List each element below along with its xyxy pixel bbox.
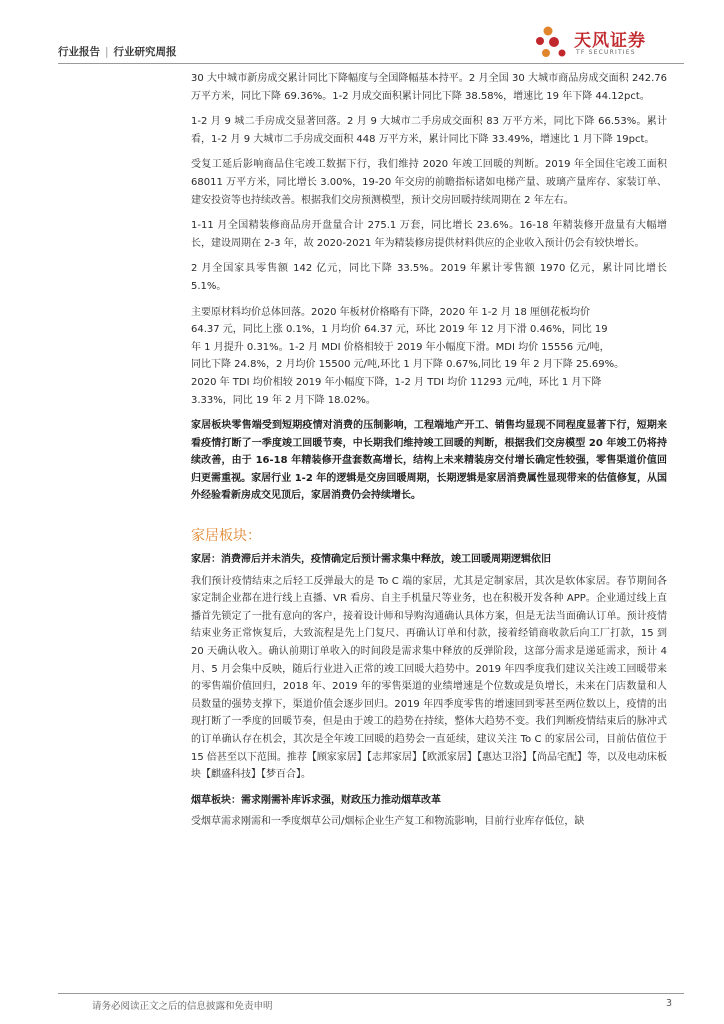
paragraph-secondhand-sales: 1-2 月 9 城二手房成交显著回落。2 月 9 大城市二手房成交面积 83 万平方米，同比下降 66.53%。累计看，1-2 月 9 大城市二手房成交面积 448 万平方米，累计同比下降 33.49%，增速比 1 月下降 19pct。 (191, 116, 667, 145)
paragraph-raw-materials (191, 304, 667, 410)
logo-name-en: TF SECURITIES (576, 49, 636, 56)
page-header (58, 22, 684, 62)
breadcrumb-separator: | (105, 46, 109, 58)
paragraph-fine-decoration: 1-11 月全国精装修商品房开盘量合计 275.1 万套，同比增长 23.6%。16-18 年精装修开盘量有大幅增长，建设周期在 2-3 年，故 2020-2021 年为精装修房提供材料供应的企业收入预计仍会有较快增长。 (191, 220, 667, 249)
header-divider (58, 63, 684, 64)
subhead-tobacco: 烟草板块：需求刚需补库诉求强，财政压力推动烟草改革 (191, 794, 441, 806)
logo-mark-icon (534, 24, 570, 60)
paragraph-home-analysis: 我们预计疫情结束之后轻工反弹最大的是 To C 端的家居，尤其是定制家居，其次是软体家居。春节期间各家定制企业都在进行线上直播、VR 看房、自主手机量尺等业务，也在积极开发各种 APP。企业通过线上直播首先锁定了一批有意向的客户，接着设计师和导购沟通确认具体方案，但是无法当面确认订单。预计疫情结束业务正常恢复后，大致流程是先上门复尺、再确认订单和付款，接着经销商收款后向工厂打款，15 到 20 天确认收入。确认前期订单收入的时间段是需求集中释放的反弹阶段，这部分需求是递延需求，预计 4 月、5 月会集中反映，随后行业进入正常的竣工回暖大趋势中。2019 年四季度我们建议关注竣工回暖带来的零售端价值回归，2018 年、2019 年的零售渠道的业绩增速是个位数或是负增长，未来在门店数量和人员数量的强势支撑下，渠道价值会逐步回归。2019 年四季度零售的增速回到零甚至两位数以上，疫情的出现打断了一季度的回暖节奏，但是由于竣工的趋势在持续，整体大趋势不变。我们判断疫情结束后的脉冲式的订单确认存在机会，其次是全年竣工回暖的趋势会一直延续，建议关注 To C 的家居公司，目前估值位于 15 倍甚至以下范围。推荐【顾家家居】【志邦家居】【欧派家居】【惠达卫浴】【尚品宅配】等，以及电动床板块【麒盛科技】【梦百合】。 (191, 575, 667, 781)
paragraph-new-home-sales: 30 大中城市新房成交累计同比下降幅度与全国降幅基本持平。2 月全国 30 大城市商品房成交面积 242.76 万平方米，同比下降 69.36%。1-2 月成交面积累计同比下降 38.58%，增速比 19 年下降 44.12pct。 (191, 73, 667, 102)
materials-line: 2020 年 TDI 均价相较 2019 年小幅度下降，1-2 月 TDI 均价 11293 元/吨，环比 1 月下降 (191, 376, 602, 388)
paragraph-tobacco: 受烟草需求刚需和一季度烟草公司/烟标企业生产复工和物流影响，目前行业库存低位，缺 (191, 816, 585, 828)
summary-paragraph: 家居板块零售端受到短期疫情对消费的压制影响，工程端地产开工、销售均显现不同程度显著下行，短期来看疫情打断了一季度竣工回暖节奏，中长期我们维持竣工回暖的判断，根据我们交房模型 20 年竣工仍将持续改善，由于 16-18 年精装修开盘套数高增长，结构上未来精装房交付增长确定性较强，零售渠道价值回归更需重视。家居行业 1-2 年的逻辑是交房回暖周期，长期逻辑是家居消费属性显现带来的估值修复，从国外经验看新房成交见顶后，家居消费仍会持续增长。 (191, 420, 667, 502)
page-number: 3 (665, 998, 672, 1009)
materials-line: 主要原材料均价总体回落。2020 年板材价格略有下降，2020 年 1-2 月 18 厘刨花板均价 (191, 306, 591, 318)
subhead-home: 家居：消费滞后并未消失，疫情确定后预计需求集中释放，竣工回暖周期逻辑依旧 (191, 554, 551, 566)
footer-divider (58, 993, 684, 994)
footer-disclaimer: 请务必阅读正文之后的信息披露和免责申明 (92, 1001, 273, 1012)
materials-line: 同比下降 24.8%，2 月均价 15500 元/吨,环比 1 月下降 0.67%,同比 19 年 2 月下降 25.69%。 (191, 359, 625, 371)
report-body (191, 70, 667, 832)
breadcrumb (58, 44, 177, 59)
paragraph-completion: 受复工延后影响商品住宅竣工数据下行，我们维持 2020 年竣工回暖的判断。2019 年全国住宅竣工面积 68011 万平方米，同比增长 3.00%，19-20 年交房的前瞻指标诸如电梯产量、玻璃产量库存、家装订单、建安投资等也持续改善。根据我们交房预测模型，预计交房回暖持续周期在 2 年左右。 (191, 159, 667, 206)
materials-line: 64.37 元，同比上涨 0.1%，1 月均价 64.37 元，环比 2019 年 12 月下滑 0.46%，同比 19 (191, 324, 608, 336)
section-title-home: 家居板块： (191, 528, 261, 545)
brand-logo (534, 22, 684, 62)
paragraph-furniture-retail: 2 月全国家具零售额 142 亿元，同比下降 33.5%。2019 年累计零售额 1970 亿元，累计同比增长 5.1%。 (191, 263, 667, 292)
materials-line: 年 1 月提升 0.31%。1-2 月 MDI 价格相较于 2019 年小幅度下滑。MDI 均价 15556 元/吨， (191, 341, 610, 353)
materials-line: 3.33%，同比 19 年 2 月下降 18.02%。 (191, 394, 376, 406)
breadcrumb-report-type: 行业报告 (58, 46, 100, 58)
breadcrumb-report-series: 行业研究周报 (113, 46, 177, 58)
logo-name-cn: 天风证券 (574, 31, 646, 51)
